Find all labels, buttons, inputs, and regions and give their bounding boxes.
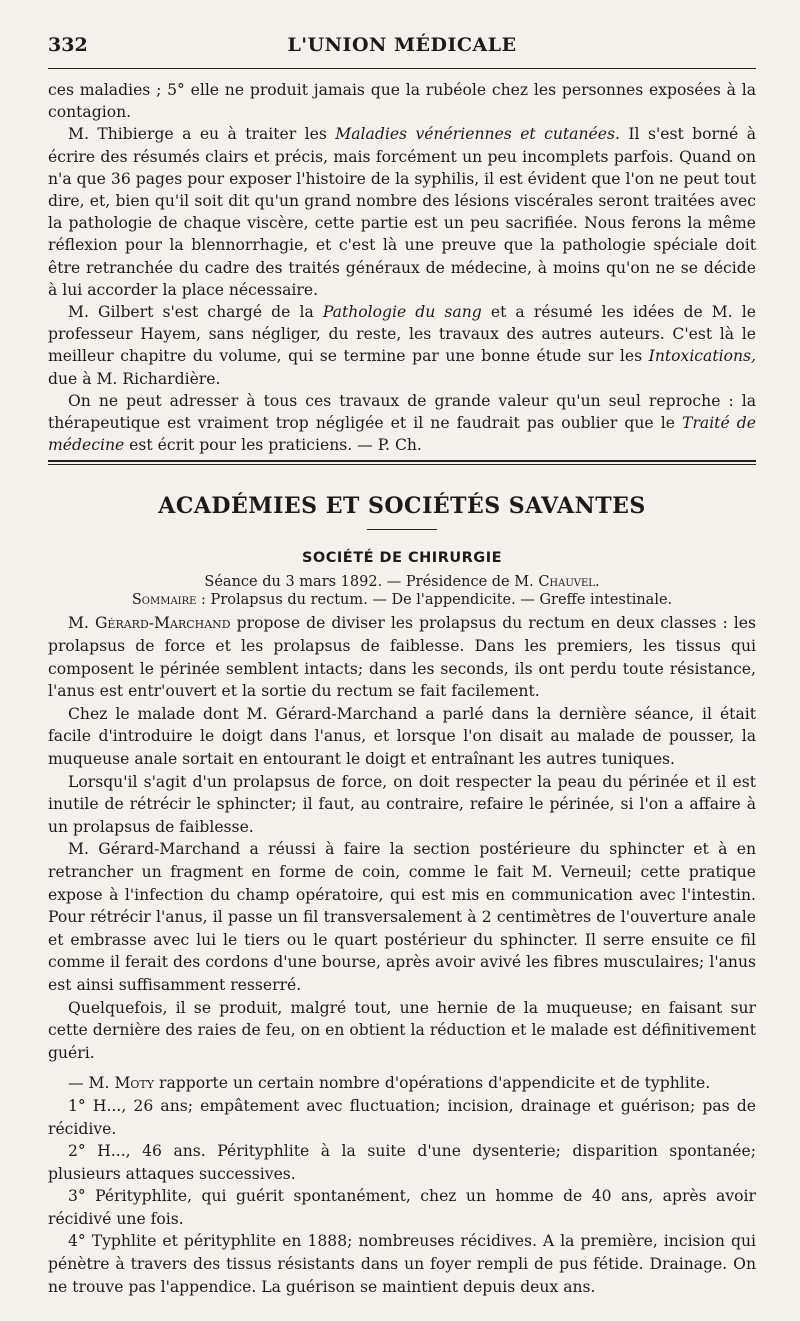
review-paragraph: ces maladies ; 5° elle ne produit jamais que la rubéole chez les personnes exposées à la contagion. — [48, 81, 756, 122]
running-title: L'UNION MÉDICALE — [287, 34, 517, 56]
review-paragraph: On ne peut adresser à tous ces travaux de grande valeur qu'un seul reproche : la thérapeutique est vraiment trop négligée et il ne faudrait pas oublier que le Traité de médecine est écrit pour les praticiens. — P. Ch. — [48, 391, 756, 455]
case-item: 3° Pérityphlite, qui guérit spontanément, chez un homme de 40 ans, après avoir récidivé une fois. — [48, 1187, 756, 1228]
review-paragraph: M. Gilbert s'est chargé de la Pathologie du sang et a résumé les idées de M. le professeur Hayem, sans négliger, du reste, les travaux des autres auteurs. C'est là le meilleur chapitre du volume, qui se termine par une bonne étude sur les Intoxications, due à M. Richardière. — [48, 303, 757, 388]
section-divider — [48, 460, 756, 465]
book-review — [48, 79, 756, 456]
title-underline — [367, 529, 437, 530]
review-paragraph: M. Thibierge a eu à traiter les Maladies vénériennes et cutanées. Il s'est borné à écrire des résumés clairs et précis, mais forcément un peu incomplets parfois. Quand on n'a que 36 pages pour exposer l'histoire de la syphilis, il est évident que l'on ne peut tout dire, et, bien qu'il soit dit qu'un grand nombre des lésions viscérales seront traitées avec la pathologie de chaque viscère, cette partie est un peu sacrifiée. Nous ferons la même réflexion pour la blennorrhagie, et c'est là une preuve que la pathologie spéciale doit être retranchée du cadre des traités généraux de médecine, à moins qu'on ne se décide à lui accorder la place nécessaire. — [48, 125, 756, 299]
body-paragraph: M. Gérard-Marchand propose de diviser les prolapsus du rectum en deux classes : les prolapsus de force et les prolapsus de faiblesse. Dans les premiers, les tissus qui composent le périnée semblent intacts; dans les seconds, ils ont perdu toute résistance, l'anus est entr'ouvert et la sortie du rectum se fait facilement. — [48, 614, 756, 701]
seance-line: Séance du 3 mars 1892. — Présidence de M. Chauvel. — [204, 574, 600, 591]
body-paragraph: Chez le malade dont M. Gérard-Marchand a parlé dans la dernière séance, il était facile d'introduire le doigt dans l'anus, et lorsque l'on disait au malade de pousser, la muqueuse anale sortait en entourant le doigt et entraînant les autres tuniques. — [48, 704, 756, 769]
page-number: 332 — [48, 34, 88, 56]
case-item: 1° H..., 26 ans; empâtement avec fluctuation; incision, drainage et guérison; pas de récidive. — [48, 1096, 756, 1138]
case-item: 2° H..., 46 ans. Pérityphlite à la suite d'une dysenterie; disparition spontanée; plusieurs attaques successives. — [48, 1142, 756, 1183]
page-header — [48, 28, 756, 68]
sommaire-line: Sommaire : Prolapsus du rectum. — De l'appendicite. — Greffe intestinale. — [131, 592, 673, 609]
body-paragraph: Quelquefois, il se produit, malgré tout, une hernie de la muqueuse; en faisant sur cette dernière des raies de feu, on en obtient la réduction et le malade est définitivement guéri. — [48, 998, 756, 1062]
header-rule — [48, 68, 756, 69]
body-paragraph: M. Gérard-Marchand a réussi à faire la section postérieure du sphincter et à en retrancher un fragment en forme de coin, comme le fait M. Verneuil; cette pratique expose à l'infection du champ opératoire, qui est mis en communication avec l'intestin. Pour rétrécir l'anus, il passe un fil transversalement à 2 centimètres de l'ouverture anale et embrasse avec lui le tiers ou le quart postérieur du sphincter. Il serre ensuite ce fil comme il ferait des cordons d'une bourse, après avoir avivé les fibres musculaires; l'anus est ainsi suffisamment resserré. — [48, 840, 756, 994]
section-title: ACADÉMIES ET SOCIÉTÉS SAVANTES — [158, 493, 646, 520]
society-heading: SOCIÉTÉ DE CHIRURGIE — [301, 550, 503, 567]
case-item: 4° Typhlite et pérityphlite en 1888; nombreuses récidives. A la première, incision qui pénètre à travers des tissus résistants dans un foyer rempli de pus fétide. Drainage. On ne trouve pas l'appendice. La guérison se maintient depuis deux ans. — [48, 1232, 756, 1296]
body-paragraph: Lorsqu'il s'agit d'un prolapsus de force, on doit respecter la peau du périnée et il est inutile de rétrécir le sphincter; il faut, au contraire, refaire le périnée, si l'on a affaire à un prolapsus de faiblesse. — [48, 772, 756, 836]
minutes-body — [48, 612, 756, 1298]
body-paragraph: — M. Moty rapporte un certain nombre d'opérations d'appendicite et de typhlite. — [68, 1074, 711, 1093]
